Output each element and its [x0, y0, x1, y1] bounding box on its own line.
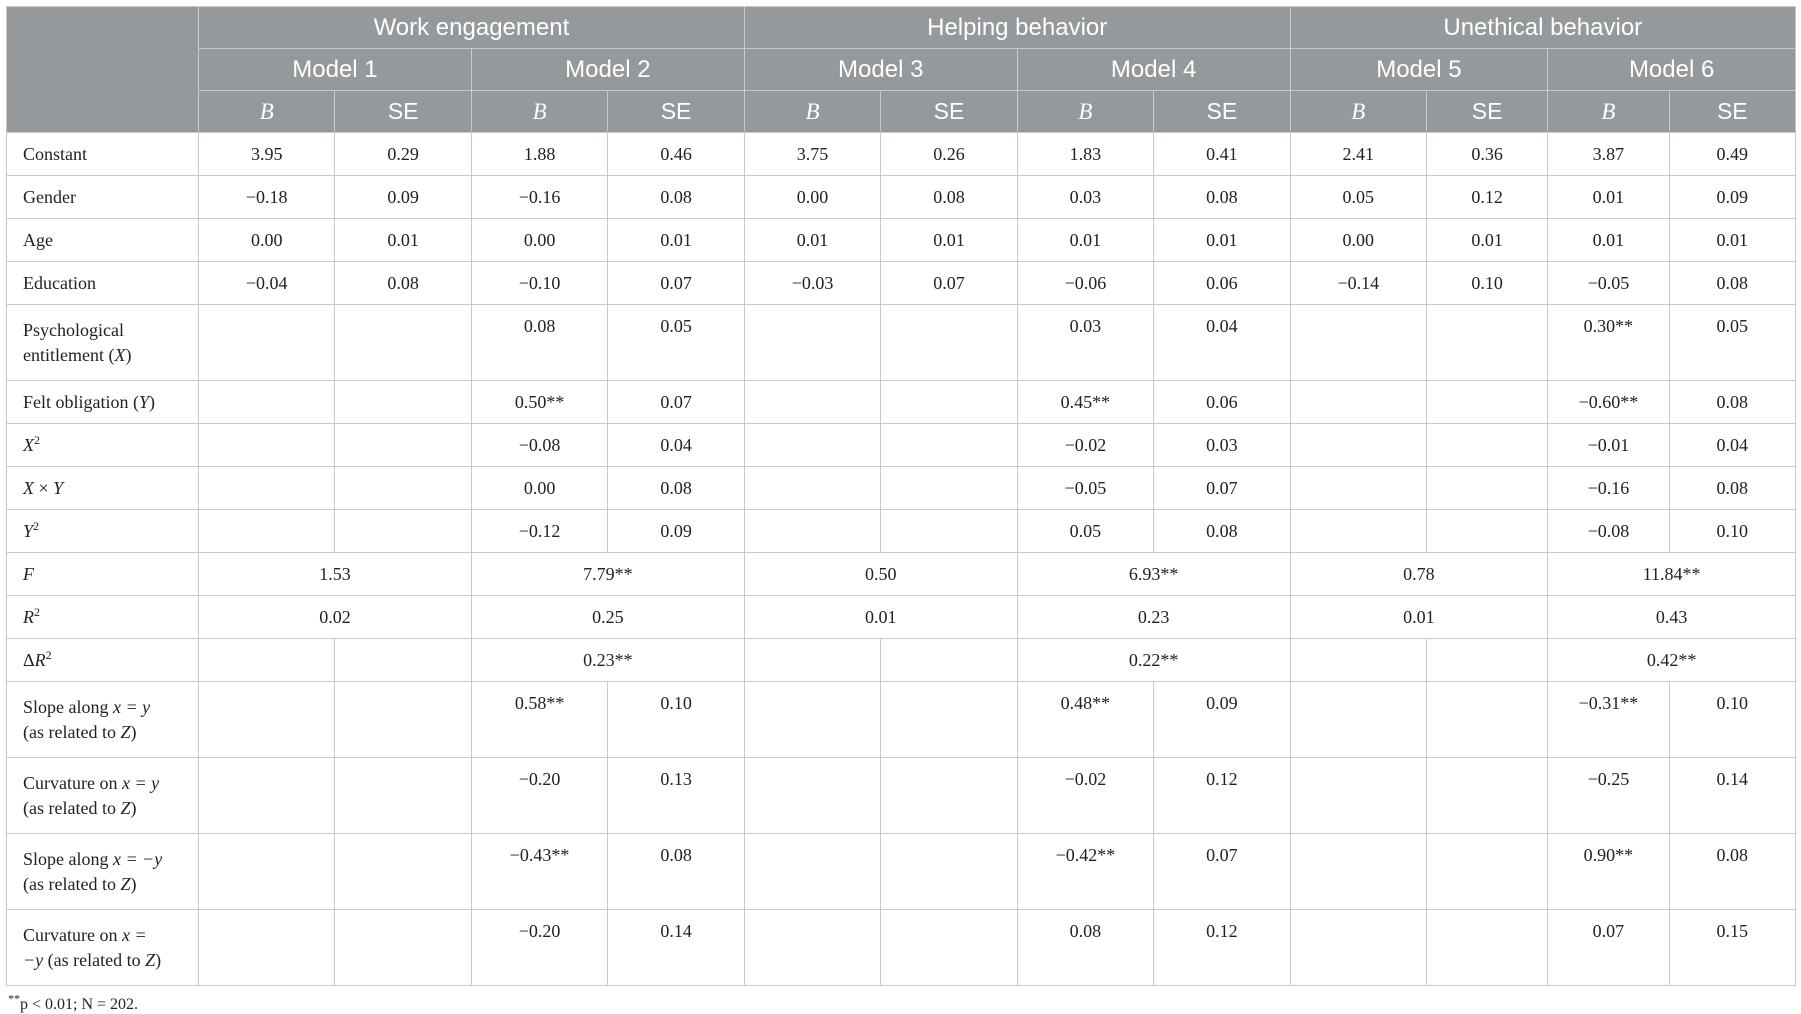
cell	[881, 381, 1017, 424]
row-label	[7, 910, 199, 986]
cell	[199, 381, 335, 424]
cell	[335, 510, 471, 553]
cell	[744, 682, 880, 758]
cell: 0.36	[1427, 133, 1548, 176]
cell	[1427, 758, 1548, 834]
label-end: )	[130, 721, 137, 742]
cell	[335, 834, 471, 910]
label-equation: x = y	[113, 696, 151, 717]
label-text: Felt obligation (	[23, 391, 139, 412]
cell: 0.08	[608, 467, 744, 510]
cell: 1.83	[1017, 133, 1153, 176]
cell: 0.14	[608, 910, 744, 986]
cell: 0.14	[1669, 758, 1795, 834]
cell: 0.01	[1669, 219, 1795, 262]
cell: 0.45**	[1017, 381, 1153, 424]
label-variable: Y	[139, 391, 150, 412]
cell: −0.14	[1290, 262, 1426, 305]
coef-header-b: B	[1290, 91, 1426, 133]
cell	[1427, 910, 1548, 986]
cell: 0.41	[1154, 133, 1290, 176]
cell: −0.02	[1017, 758, 1153, 834]
label-line: Slope along	[23, 848, 113, 869]
row-education	[7, 262, 1796, 305]
cell: −0.01	[1548, 424, 1669, 467]
cell	[744, 758, 880, 834]
cell: 0.50	[744, 553, 1017, 596]
cell	[199, 639, 335, 682]
cell	[335, 381, 471, 424]
cell: 0.42**	[1548, 639, 1796, 682]
row-curvature-x-eq-neg-y	[7, 910, 1796, 986]
row-label: Constant	[7, 133, 199, 176]
cell: −0.03	[744, 262, 880, 305]
cell: 0.90**	[1548, 834, 1669, 910]
cell: 0.78	[1290, 553, 1548, 596]
label-superscript: 2	[34, 604, 40, 619]
label-line: (as related to	[23, 721, 121, 742]
row-label	[7, 467, 199, 510]
cell	[881, 639, 1017, 682]
label-superscript: 2	[34, 432, 40, 447]
cell	[335, 639, 471, 682]
table-header	[7, 7, 1796, 133]
coef-header-b: B	[199, 91, 335, 133]
cell: 0.09	[335, 176, 471, 219]
cell: 0.01	[881, 219, 1017, 262]
row-label	[7, 381, 199, 424]
cell: 0.09	[1669, 176, 1795, 219]
regression-results-table	[6, 6, 1796, 986]
cell	[335, 910, 471, 986]
cell: 0.08	[881, 176, 1017, 219]
cell: 0.05	[608, 305, 744, 381]
cell: 0.29	[335, 133, 471, 176]
cell	[881, 910, 1017, 986]
row-slope-x-eq-y	[7, 682, 1796, 758]
cell: 0.03	[1017, 176, 1153, 219]
cell	[1290, 467, 1426, 510]
cell	[744, 467, 880, 510]
cell: 0.00	[744, 176, 880, 219]
cell: 0.01	[1548, 176, 1669, 219]
row-label	[7, 596, 199, 639]
row-age	[7, 219, 1796, 262]
cell: 0.10	[1669, 682, 1795, 758]
cell	[1427, 424, 1548, 467]
label-line: Curvature on	[23, 772, 122, 793]
label-variable: Z	[145, 949, 156, 970]
cell: 0.06	[1154, 381, 1290, 424]
cell: 0.06	[1154, 262, 1290, 305]
cell: −0.05	[1548, 262, 1669, 305]
model-header-3: Model 3	[744, 49, 1017, 91]
row-x-times-y	[7, 467, 1796, 510]
cell	[335, 424, 471, 467]
cell: 0.10	[1427, 262, 1548, 305]
cell: 0.03	[1017, 305, 1153, 381]
label-variable: R	[23, 606, 34, 627]
cell: −0.16	[1548, 467, 1669, 510]
cell	[1290, 424, 1426, 467]
cell	[744, 424, 880, 467]
cell: 0.30**	[1548, 305, 1669, 381]
label-equation: x =	[121, 924, 147, 945]
cell	[1427, 381, 1548, 424]
cell	[1290, 682, 1426, 758]
cell	[199, 467, 335, 510]
label-prefix: Δ	[23, 649, 35, 670]
label-operator: ×	[34, 477, 54, 498]
cell: 0.04	[1669, 424, 1795, 467]
label-variable: Z	[120, 797, 131, 818]
label-superscript: 2	[45, 647, 52, 662]
cell: 0.04	[1154, 305, 1290, 381]
label-end: )	[130, 797, 137, 818]
cell: 0.08	[1154, 510, 1290, 553]
cell	[881, 682, 1017, 758]
row-label	[7, 834, 199, 910]
cell: −0.06	[1017, 262, 1153, 305]
header-corner-cell	[7, 7, 199, 133]
cell: 2.41	[1290, 133, 1426, 176]
cell: 0.07	[1154, 834, 1290, 910]
model-header-6: Model 6	[1548, 49, 1796, 91]
row-f-statistic	[7, 553, 1796, 596]
cell	[881, 305, 1017, 381]
table-wrapper	[6, 6, 1796, 1014]
cell: 0.48**	[1017, 682, 1153, 758]
cell	[199, 682, 335, 758]
model-header-5: Model 5	[1290, 49, 1548, 91]
label-line: (as related to	[23, 797, 121, 818]
coef-header-b: B	[471, 91, 607, 133]
cell	[199, 758, 335, 834]
cell	[1427, 510, 1548, 553]
header-row-groups	[7, 7, 1796, 49]
row-label	[7, 758, 199, 834]
cell	[199, 305, 335, 381]
label-end: )	[155, 949, 162, 970]
row-curvature-x-eq-y	[7, 758, 1796, 834]
cell	[1427, 639, 1548, 682]
cell: 0.07	[1548, 910, 1669, 986]
cell	[199, 834, 335, 910]
cell: −0.04	[199, 262, 335, 305]
cell: 0.08	[1154, 176, 1290, 219]
row-slope-x-eq-neg-y	[7, 834, 1796, 910]
coef-header-b: B	[1548, 91, 1669, 133]
cell: 0.10	[608, 682, 744, 758]
row-label: Gender	[7, 176, 199, 219]
row-label	[7, 682, 199, 758]
cell: 0.02	[199, 596, 472, 639]
cell	[744, 510, 880, 553]
cell: 0.22**	[1017, 639, 1290, 682]
cell	[744, 381, 880, 424]
cell: 0.01	[744, 219, 880, 262]
label-variable: Z	[120, 873, 131, 894]
cell: −0.43**	[471, 834, 607, 910]
cell: 0.58**	[471, 682, 607, 758]
cell: 0.09	[608, 510, 744, 553]
cell: 0.12	[1154, 758, 1290, 834]
coef-header-se: SE	[1669, 91, 1795, 133]
cell	[1427, 467, 1548, 510]
cell: 0.01	[1017, 219, 1153, 262]
cell: 0.08	[1669, 834, 1795, 910]
cell: 0.46	[608, 133, 744, 176]
row-label: F	[7, 553, 199, 596]
row-label: Age	[7, 219, 199, 262]
label-line: (as related to	[23, 873, 121, 894]
cell: 0.23	[1017, 596, 1290, 639]
table-footnote	[6, 991, 1796, 1014]
footnote-text: p < 0.01; N = 202.	[20, 996, 139, 1013]
group-header-helping-behavior: Helping behavior	[744, 7, 1290, 49]
cell	[1427, 834, 1548, 910]
cell	[881, 467, 1017, 510]
cell	[881, 510, 1017, 553]
cell: −0.20	[471, 758, 607, 834]
cell: 0.03	[1154, 424, 1290, 467]
cell: 0.00	[199, 219, 335, 262]
model-header-2: Model 2	[471, 49, 744, 91]
coef-header-se: SE	[335, 91, 471, 133]
cell: −0.42**	[1017, 834, 1153, 910]
cell: 0.00	[1290, 219, 1426, 262]
cell: 0.43	[1548, 596, 1796, 639]
label-variable: R	[34, 649, 46, 670]
cell: −0.31**	[1548, 682, 1669, 758]
model-header-1: Model 1	[199, 49, 472, 91]
coef-header-se: SE	[881, 91, 1017, 133]
cell: 1.53	[199, 553, 472, 596]
cell: 0.08	[335, 262, 471, 305]
cell	[335, 305, 471, 381]
row-constant	[7, 133, 1796, 176]
cell	[335, 682, 471, 758]
label-variable: X	[23, 477, 34, 498]
cell	[1427, 682, 1548, 758]
header-row-coefficients	[7, 91, 1796, 133]
cell	[744, 910, 880, 986]
row-x-squared	[7, 424, 1796, 467]
model-header-4: Model 4	[1017, 49, 1290, 91]
cell: 0.08	[1017, 910, 1153, 986]
cell: −0.25	[1548, 758, 1669, 834]
cell: 0.50**	[471, 381, 607, 424]
cell: 3.75	[744, 133, 880, 176]
cell: 0.01	[335, 219, 471, 262]
cell	[744, 639, 880, 682]
cell	[881, 834, 1017, 910]
row-gender	[7, 176, 1796, 219]
label-variable: Y	[23, 520, 34, 541]
label-variable: X	[23, 434, 34, 455]
label-line: entitlement (	[23, 344, 115, 365]
group-header-unethical-behavior: Unethical behavior	[1290, 7, 1795, 49]
coef-header-b: B	[744, 91, 880, 133]
cell: −0.16	[471, 176, 607, 219]
row-label	[7, 639, 199, 682]
label-end: )	[130, 873, 137, 894]
cell: 0.09	[1154, 682, 1290, 758]
cell: −0.10	[471, 262, 607, 305]
cell	[199, 910, 335, 986]
cell	[199, 424, 335, 467]
label-end: )	[125, 344, 132, 365]
cell: 0.01	[608, 219, 744, 262]
cell: 0.07	[1154, 467, 1290, 510]
label-equation: x = y	[121, 772, 160, 793]
cell: 0.00	[471, 219, 607, 262]
row-delta-r-squared	[7, 639, 1796, 682]
cell: 0.07	[608, 262, 744, 305]
cell: 0.05	[1290, 176, 1426, 219]
cell: 0.00	[471, 467, 607, 510]
table-body	[7, 133, 1796, 986]
cell	[1290, 381, 1426, 424]
row-y-squared	[7, 510, 1796, 553]
row-psychological-entitlement	[7, 305, 1796, 381]
row-label	[7, 424, 199, 467]
label-line: Slope along	[23, 696, 113, 717]
cell: 0.01	[1427, 219, 1548, 262]
cell: 3.95	[199, 133, 335, 176]
cell: 0.01	[744, 596, 1017, 639]
label-variable: Z	[120, 721, 131, 742]
cell: −0.60**	[1548, 381, 1669, 424]
cell	[1290, 758, 1426, 834]
row-label	[7, 510, 199, 553]
cell: 0.13	[608, 758, 744, 834]
cell: 0.04	[608, 424, 744, 467]
cell: 6.93**	[1017, 553, 1290, 596]
cell: 0.08	[608, 176, 744, 219]
cell	[1427, 305, 1548, 381]
cell: 0.07	[881, 262, 1017, 305]
cell: 0.05	[1669, 305, 1795, 381]
cell: 0.01	[1548, 219, 1669, 262]
cell: −0.20	[471, 910, 607, 986]
cell	[1290, 639, 1426, 682]
cell	[1290, 910, 1426, 986]
row-label	[7, 305, 199, 381]
cell: 0.08	[1669, 381, 1795, 424]
cell	[199, 510, 335, 553]
label-line: Curvature on	[23, 924, 122, 945]
row-r-squared	[7, 596, 1796, 639]
cell: 0.08	[1669, 467, 1795, 510]
cell	[1290, 834, 1426, 910]
coef-header-se: SE	[608, 91, 744, 133]
cell: −0.18	[199, 176, 335, 219]
cell	[744, 305, 880, 381]
label-variable: Y	[53, 477, 64, 498]
label-variable: X	[114, 344, 126, 365]
cell	[1290, 305, 1426, 381]
label-line: (as related to	[43, 949, 146, 970]
coef-header-se: SE	[1427, 91, 1548, 133]
group-header-work-engagement: Work engagement	[199, 7, 745, 49]
footnote-stars: **	[8, 991, 20, 1006]
cell: 0.01	[1290, 596, 1548, 639]
cell: 0.10	[1669, 510, 1795, 553]
cell	[1290, 510, 1426, 553]
coef-header-se: SE	[1154, 91, 1290, 133]
header-row-models	[7, 49, 1796, 91]
cell: 0.08	[608, 834, 744, 910]
label-equation: −y	[23, 949, 44, 970]
label-line: Psychological	[23, 319, 124, 340]
cell: 0.08	[1669, 262, 1795, 305]
cell: 0.01	[1154, 219, 1290, 262]
cell: −0.05	[1017, 467, 1153, 510]
row-felt-obligation	[7, 381, 1796, 424]
cell: 0.08	[471, 305, 607, 381]
cell: 0.25	[471, 596, 744, 639]
cell: 1.88	[471, 133, 607, 176]
cell	[744, 834, 880, 910]
cell	[881, 758, 1017, 834]
cell: 3.87	[1548, 133, 1669, 176]
cell: 0.49	[1669, 133, 1795, 176]
cell: −0.08	[1548, 510, 1669, 553]
cell: 11.84**	[1548, 553, 1796, 596]
row-label: Education	[7, 262, 199, 305]
cell: 7.79**	[471, 553, 744, 596]
cell: 0.23**	[471, 639, 744, 682]
cell: −0.02	[1017, 424, 1153, 467]
cell: −0.08	[471, 424, 607, 467]
coef-header-b: B	[1017, 91, 1153, 133]
cell: 0.12	[1427, 176, 1548, 219]
cell: 0.05	[1017, 510, 1153, 553]
cell: −0.12	[471, 510, 607, 553]
cell	[335, 758, 471, 834]
cell	[881, 424, 1017, 467]
label-end: )	[149, 391, 156, 412]
cell: 0.15	[1669, 910, 1795, 986]
cell	[335, 467, 471, 510]
cell: 0.26	[881, 133, 1017, 176]
label-equation: x = −y	[113, 848, 163, 869]
label-superscript: 2	[33, 518, 40, 533]
cell: 0.12	[1154, 910, 1290, 986]
cell: 0.07	[608, 381, 744, 424]
